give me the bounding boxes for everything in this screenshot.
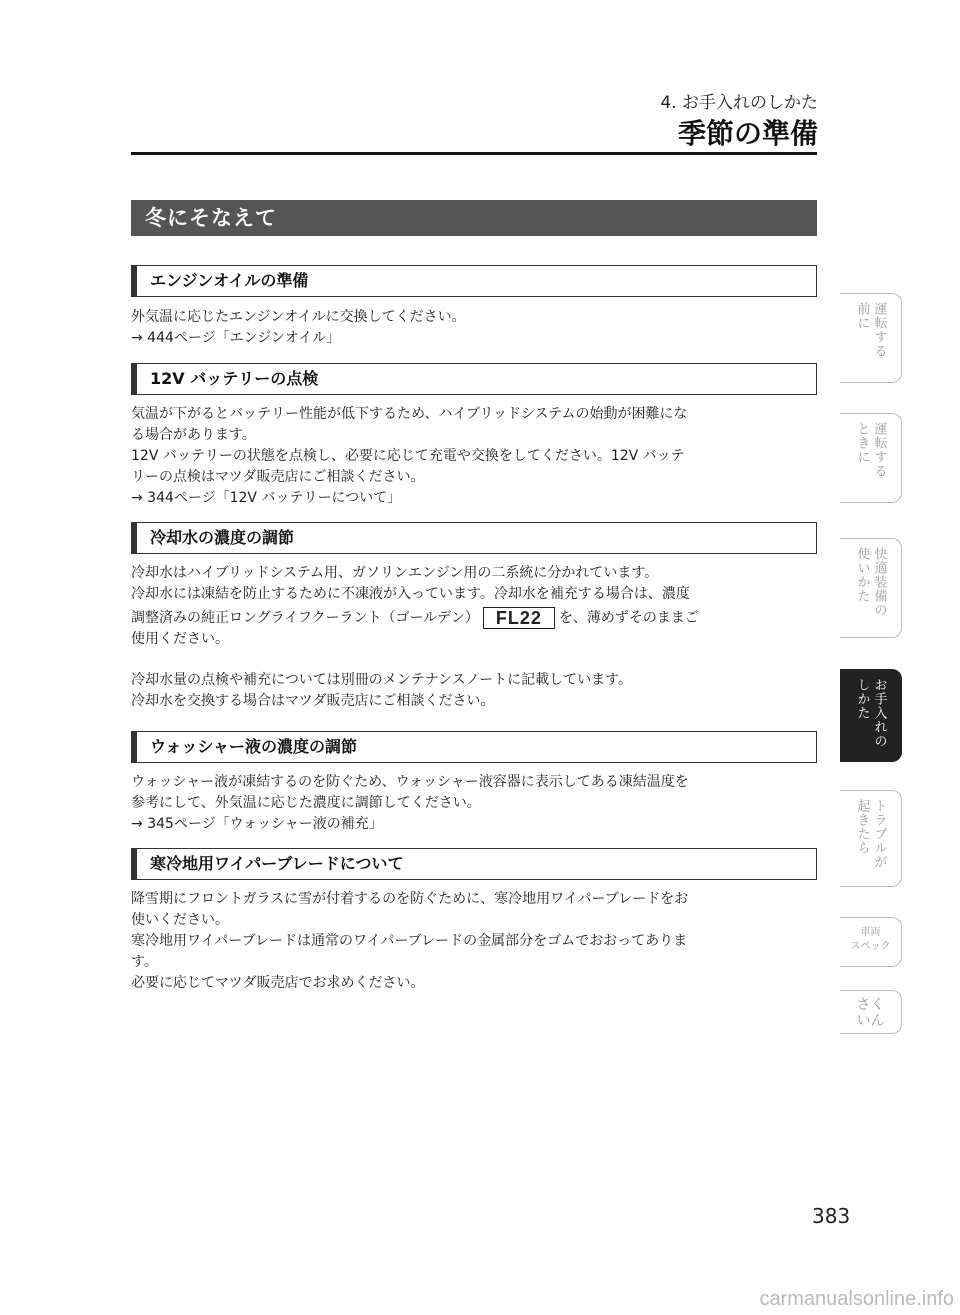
- watermark: carmanualsonline.info: [759, 1288, 954, 1310]
- tab-label: 運転する: [871, 302, 887, 358]
- subsection-heading-wiper: [131, 848, 817, 880]
- tab-label: ときに: [854, 422, 870, 464]
- text-line: 冷却水を交換する場合はマツダ販売店にご相談ください。: [131, 693, 495, 709]
- page-number: 383: [812, 1204, 851, 1228]
- heading-bar: [132, 732, 137, 762]
- text-fragment: を、薄めずそのままご: [558, 610, 699, 626]
- text-line: 気温が下がるとバッテリー性能が低下するため、ハイブリッドシステムの始動が困難にな: [131, 406, 688, 422]
- subsection-heading-engine-oil: [131, 265, 817, 297]
- subsection-heading-label: 12V バッテリーの点検: [150, 369, 319, 388]
- text-line: 必要に応じてマツダ販売店でお求めください。: [131, 975, 425, 991]
- tab-label: トラブルが: [871, 799, 887, 869]
- tab-label: 運転する: [871, 422, 887, 478]
- subsection-heading-washer: [131, 731, 817, 763]
- subsection-heading-coolant: [131, 522, 817, 554]
- text-line: 冷却水量の点検や補充については別冊のメンテナンスノートに記載しています。: [131, 672, 633, 688]
- text-line: 外気温に応じたエンジンオイルに交換してください。: [131, 309, 466, 325]
- subsection-heading-battery: [131, 363, 817, 395]
- tab-label: 前に: [854, 302, 870, 330]
- heading-bar: [132, 523, 137, 553]
- tab-label: いん: [856, 1013, 885, 1029]
- tab-label: 車両: [860, 927, 881, 938]
- paragraph-washer: [131, 772, 821, 835]
- side-tab-troubleshooting[interactable]: [840, 790, 902, 887]
- side-tab-specifications[interactable]: [840, 917, 902, 967]
- text-line: 寒冷地用ワイパーブレードは通常のワイパーブレードの金属部分をゴムでおおってありま: [131, 933, 688, 949]
- text-line: 参考にして、外気温に応じた濃度に調節してください。: [131, 795, 481, 811]
- paragraph-gap: [131, 650, 821, 670]
- side-tab-maintenance[interactable]: [840, 669, 902, 762]
- coolant-code-badge: FL22: [483, 607, 555, 629]
- text-fragment: 調整済みの純正ロングライフクーラント（ゴールデン）: [131, 610, 479, 626]
- text-line: 使いください。: [131, 912, 229, 928]
- tab-label: しかた: [854, 678, 870, 720]
- side-tab-before-driving[interactable]: [840, 293, 902, 383]
- side-tab-while-driving[interactable]: [840, 413, 902, 503]
- heading-bar: [132, 266, 137, 296]
- text-line: 冷却水には凍結を防止するために不凍液が入っています。冷却水を補充する場合は、濃度: [131, 586, 690, 602]
- text-line: ウォッシャー液が凍結するのを防ぐため、ウォッシャー液容器に表示してある凍結温度を: [131, 774, 689, 790]
- subsection-heading-label: エンジンオイルの準備: [150, 271, 309, 290]
- tab-label: スペック: [850, 941, 891, 952]
- heading-bar: [132, 364, 137, 394]
- tab-label: 起きたら: [854, 799, 870, 855]
- text-line: リーの点検はマツダ販売店にご相談ください。: [131, 469, 425, 485]
- text-line: す。: [131, 954, 158, 970]
- text-line: る場合があります。: [131, 427, 256, 443]
- text-line: 降雪期にフロントガラスに雪が付着するのを防ぐために、寒冷地用ワイパーブレードをお: [131, 891, 689, 907]
- reference-link[interactable]: → 345ページ「ウォッシャー液の補充」: [131, 816, 383, 832]
- subsection-heading-label: 冷却水の濃度の調節: [150, 528, 295, 547]
- side-tab-index[interactable]: [840, 990, 902, 1034]
- header-rule: [131, 152, 817, 155]
- reference-link[interactable]: → 444ページ「エンジンオイル」: [131, 330, 341, 346]
- paragraph-wiper: [131, 889, 821, 994]
- text-line: 冷却水はハイブリッドシステム用、ガソリンエンジン用の二系統に分かれています。: [131, 565, 659, 581]
- paragraph-coolant: [131, 563, 821, 712]
- tab-label: さく: [856, 997, 885, 1013]
- subsection-heading-label: 寒冷地用ワイパーブレードについて: [150, 854, 404, 873]
- section-banner: 冬にそなえて: [131, 200, 817, 236]
- reference-link[interactable]: → 344ページ「12V バッテリーについて」: [131, 490, 402, 506]
- page-title: 季節の準備: [677, 117, 818, 150]
- tab-label: お手入れの: [871, 678, 887, 748]
- heading-bar: [132, 849, 137, 879]
- chapter-label: 4. お手入れのしかた: [660, 93, 818, 113]
- paragraph-engine-oil: [131, 307, 821, 349]
- text-line: 使用ください。: [131, 631, 229, 647]
- text-line: 12V バッテリーの状態を点検し、必要に応じて充電や交換をしてください。12V バッテ: [131, 448, 685, 464]
- tab-label: 快適装備の: [871, 547, 887, 617]
- text-line-with-badge: [131, 607, 821, 629]
- tab-label: 使いかた: [854, 547, 870, 603]
- side-tab-comfort-features[interactable]: [840, 538, 902, 638]
- paragraph-battery: [131, 404, 821, 509]
- subsection-heading-label: ウォッシャー液の濃度の調節: [150, 737, 358, 756]
